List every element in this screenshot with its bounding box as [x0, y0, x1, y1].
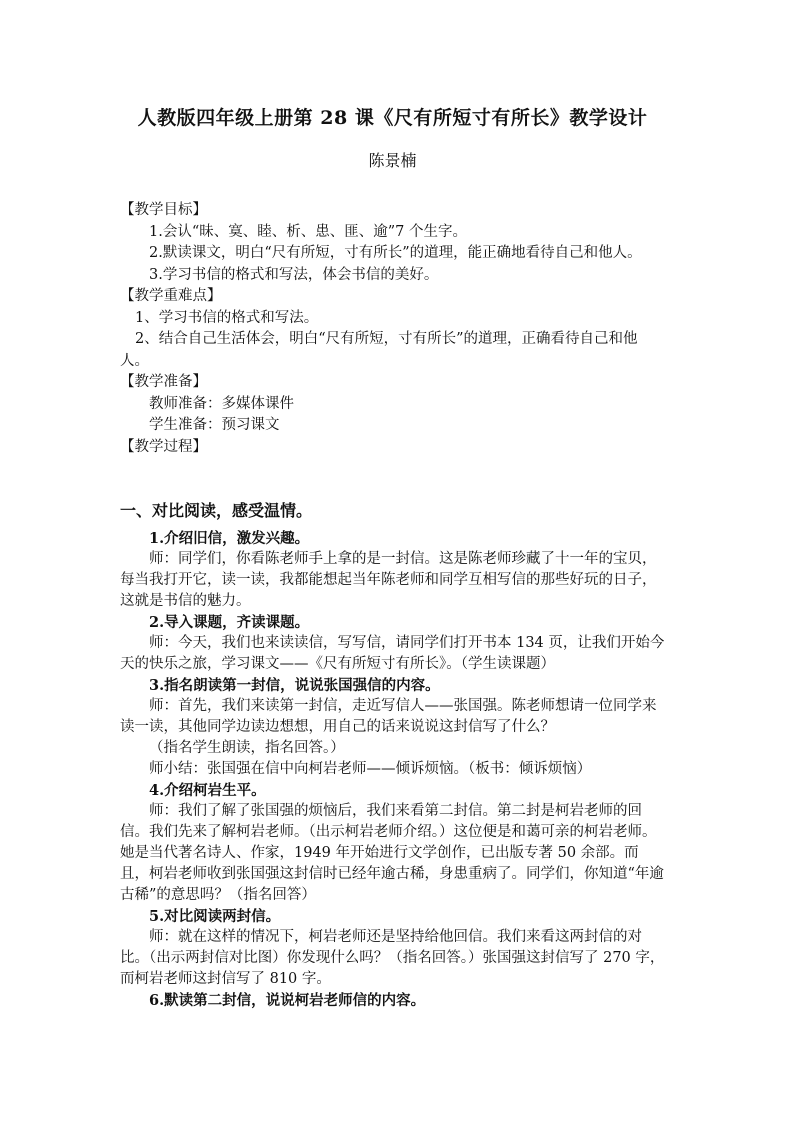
goal-item: 3.学习书信的格式和写法，体会书信的美好。 [149, 266, 439, 283]
step-paragraph: 师：同学们，你看陈老师手上拿的是一封信。这是陈老师珍藏了十一年的宝贝，每当我打开它，读一读，我都能想起当年陈老师和同学互相写信的那些好玩的日子，这就是书信的魅力。 [120, 551, 657, 609]
preparation-heading: 【教学准备】 [120, 374, 207, 390]
step-heading: 3.指名朗读第一封信，说说张国强信的内容。 [149, 677, 440, 694]
step-heading: 2.导入课题，齐读课题。 [149, 614, 310, 631]
key-points-section [120, 286, 665, 372]
part1-body [120, 528, 665, 1011]
key-point-item: 1、学习书信的格式和写法。 [135, 309, 319, 326]
step-heading: 5.对比阅读两封信。 [149, 908, 281, 925]
step-paragraph: 师：今天，我们也来读读信，写写信，请同学们打开书本 134 页，让我们开始今天的快乐之旅，学习课文——《尺有所短寸有所长》。（学生读课题） [120, 635, 665, 672]
step-paragraph: 师：我们了解了张国强的烦恼后，我们来看第二封信。第二封是柯岩老师的回信。我们先来了解柯岩老师。（出示柯岩老师介绍。）这位便是和蔼可亲的柯岩老师。她是当代著名诗人、作家，1949 年开始进行文学创作，已出版专著 50 余部。而且，柯岩老师收到张国强这封信时已经年逾古稀，身患重病了。同学们，你知道“年逾古稀”的意思吗？（指名回答） [120, 803, 664, 903]
teaching-goals-heading: 【教学目标】 [120, 202, 207, 218]
step-heading: 1.介绍旧信，激发兴趣。 [149, 530, 310, 547]
student-preparation: 学生准备：预习课文 [149, 417, 280, 433]
teaching-goals-section [120, 200, 665, 286]
part1-heading: 一、对比阅读，感受温情。 [120, 501, 313, 520]
step-paragraph: 师小结：张国强在信中向柯岩老师——倾诉烦恼。（板书：倾诉烦恼） [149, 761, 592, 777]
step-heading: 6.默读第二封信，说说柯岩老师信的内容。 [149, 992, 426, 1009]
goal-item: 2.默读课文，明白“尺有所短，寸有所长”的道理，能正确地看待自己和他人。 [149, 245, 642, 261]
document-author: 陈景楠 [368, 151, 417, 170]
step-paragraph: 师：就在这样的情况下，柯岩老师还是坚持给他回信。我们来看这两封信的对比。（出示两封信对比图）你发现什么吗？（指名回答。）张国强这封信写了 270 字，而柯岩老师这封信写了 810 字。 [120, 929, 665, 987]
key-point-item: 2、结合自己生活体会，明白“尺有所短，寸有所长”的道理，正确看待自己和他人。 [120, 331, 638, 369]
document-title: 人教版四年级上册第 28 课《尺有所短寸有所长》教学设计 [137, 107, 648, 129]
process-heading: 【教学过程】 [120, 438, 207, 455]
step-heading: 4.介绍柯岩生平。 [149, 782, 266, 799]
key-points-heading: 【教学重难点】 [120, 288, 222, 304]
goal-item: 1.会认“昧、寞、睦、析、患、匪、逾”7 个生字。 [149, 223, 467, 240]
preparation-section [120, 372, 665, 458]
step-paragraph: 师：首先，我们来读第一封信，走近写信人——张国强。陈老师想请一位同学来读一读，其他同学边读边想想，用自己的话来说说这封信写了什么？ [120, 698, 657, 735]
document-content [120, 104, 665, 1011]
teacher-preparation: 教师准备：多媒体课件 [149, 395, 294, 412]
step-paragraph: （指名学生朗读，指名回答。） [149, 740, 345, 756]
